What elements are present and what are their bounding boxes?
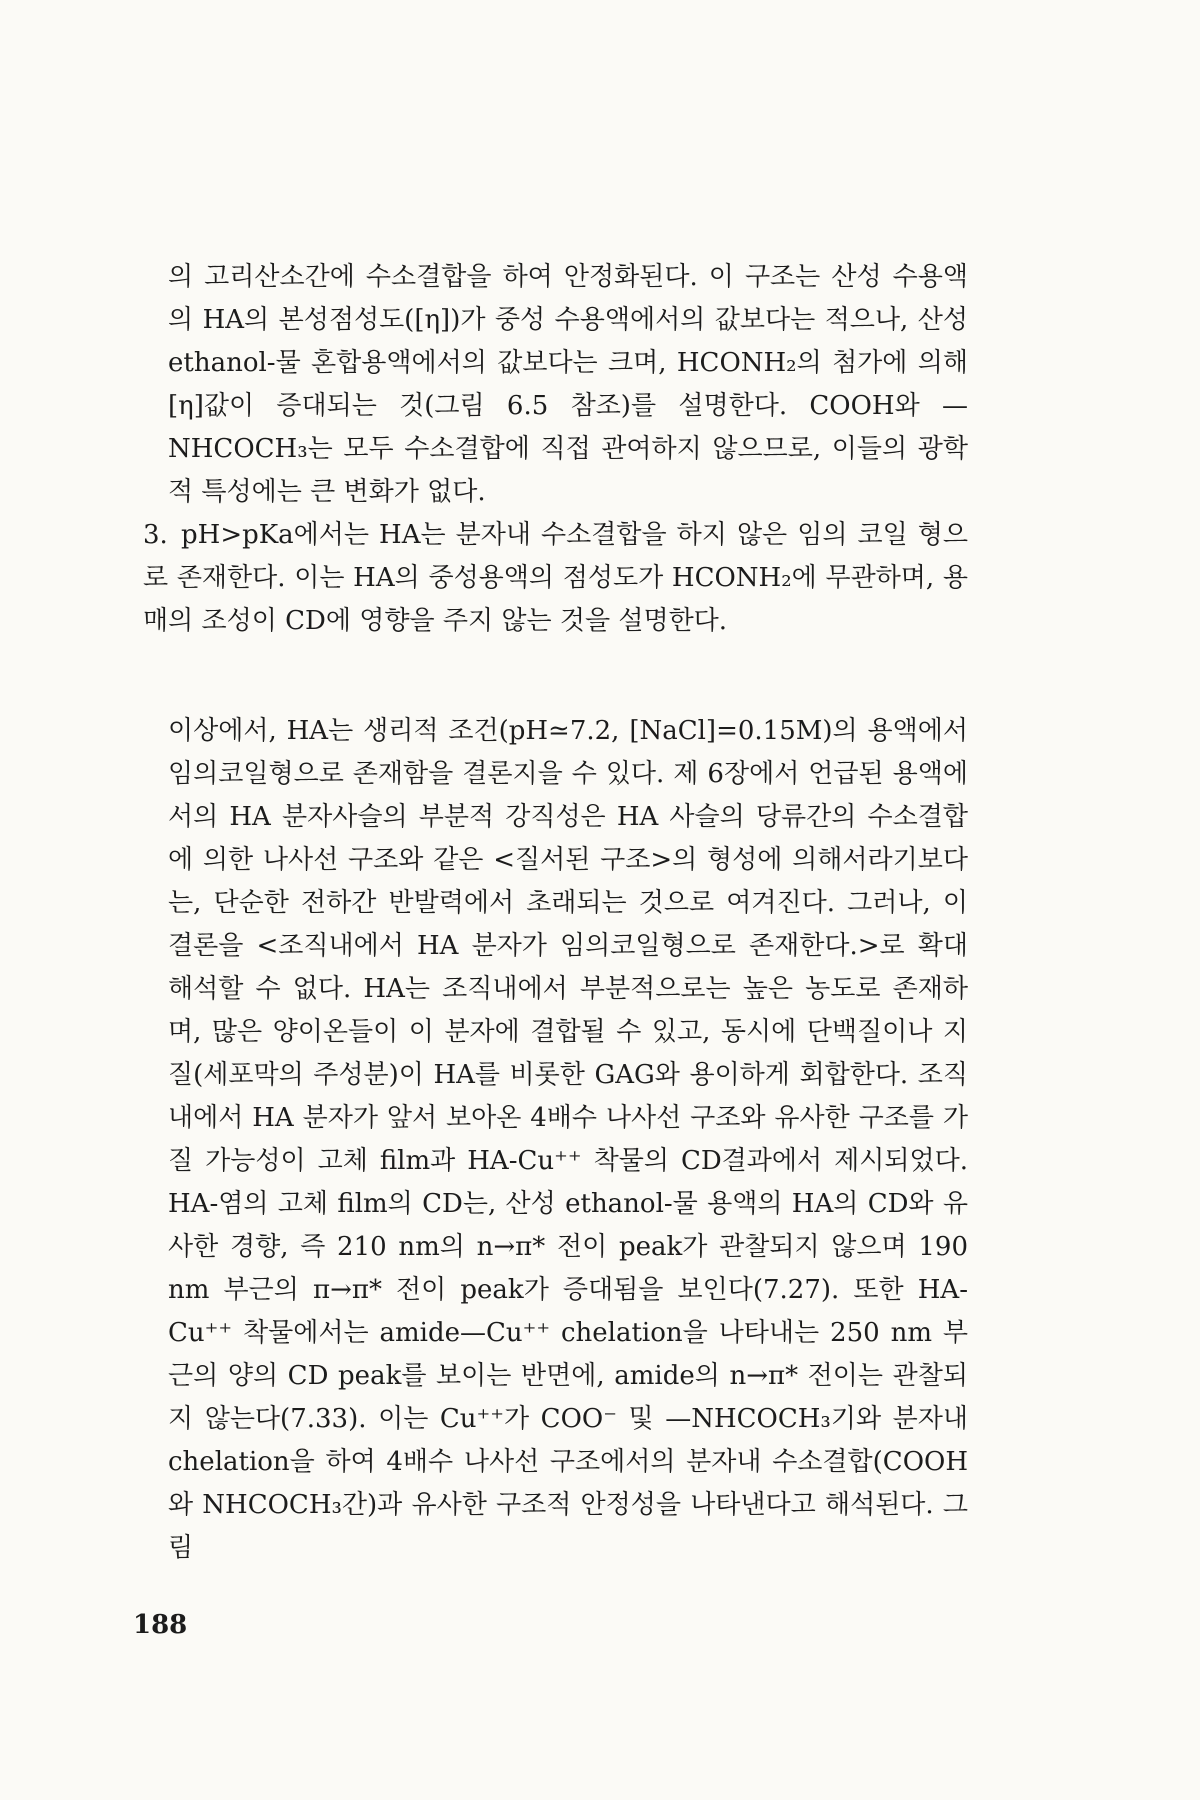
list-item-number: 3.	[143, 520, 168, 550]
paragraph-continued: 의 고리산소간에 수소결합을 하여 안정화된다. 이 구조는 산성 수용액의 HA의 본성점성도([η])가 중성 수용액에서의 값보다는 적으나, 산성 ethanol-물 혼합용액에서의 값보다는 크며, HCONH₂의 첨가에 의해 [η]값이 증대되는 것(그림 6.5 참조)를 설명한다. COOH와 —NHCOCH₃는 모두 수소결합에 직접 관여하지 않으므로, 이들의 광학적 특성에는 큰 변화가 없다.	[168, 262, 968, 507]
page-number: 188	[133, 1610, 188, 1640]
paragraph-main: 이상에서, HA는 생리적 조건(pH≃7.2, [NaCl]=0.15M)의 용액에서 임의코일형으로 존재함을 결론지을 수 있다. 제 6장에서 언급된 용액에서의 HA 분자사슬의 부분적 강직성은 HA 사슬의 당류간의 수소결합에 의한 나사선 구조와 같은 <질서된 구조>의 형성에 의해서라기보다는, 단순한 전하간 반발력에서 초래되는 것으로 여겨진다. 그러나, 이 결론을 <조직내에서 HA 분자가 임의코일형으로 존재한다.>로 확대 해석할 수 없다. HA는 조직내에서 부분적으로는 높은 농도로 존재하며, 많은 양이온들이 이 분자에 결합될 수 있고, 동시에 단백질이나 지질(세포막의 주성분)이 HA를 비롯한 GAG와 용이하게 회합한다. 조직내에서 HA 분자가 앞서 보아온 4배수 나사선 구조와 유사한 구조를 가질 가능성이 고체 film과 HA-Cu⁺⁺ 착물의 CD결과에서 제시되었다. HA-염의 고체 film의 CD는, 산성 ethanol-물 용액의 HA의 CD와 유사한 경향, 즉 210 nm의 n→π* 전이 peak가 관찰되지 않으며 190 nm 부근의 π→π* 전이 peak가 증대됨을 보인다(7.27). 또한 HA-Cu⁺⁺ 착물에서는 amide—Cu⁺⁺ chelation을 나타내는 250 nm 부근의 양의 CD peak를 보이는 반면에, amide의 n→π* 전이는 관찰되지 않는다(7.33). 이는 Cu⁺⁺가 COO⁻ 및 —NHCOCH₃기와 분자내 chelation을 하여 4배수 나사선 구조에서의 분자내 수소결합(COOH와 NHCOCH₃간)과 유사한 구조적 안정성을 나타낸다고 해석된다. 그림	[168, 716, 968, 1563]
list-item-text: pH>pKa에서는 HA는 분자내 수소결합을 하지 않은 임의 코일 형으로 존재한다. 이는 HA의 중성용액의 점성도가 HCONH₂에 무관하며, 용매의 조성이 CD에 영향을 주지 않는 것을 설명한다.	[143, 520, 968, 636]
list-item-3	[143, 514, 968, 643]
